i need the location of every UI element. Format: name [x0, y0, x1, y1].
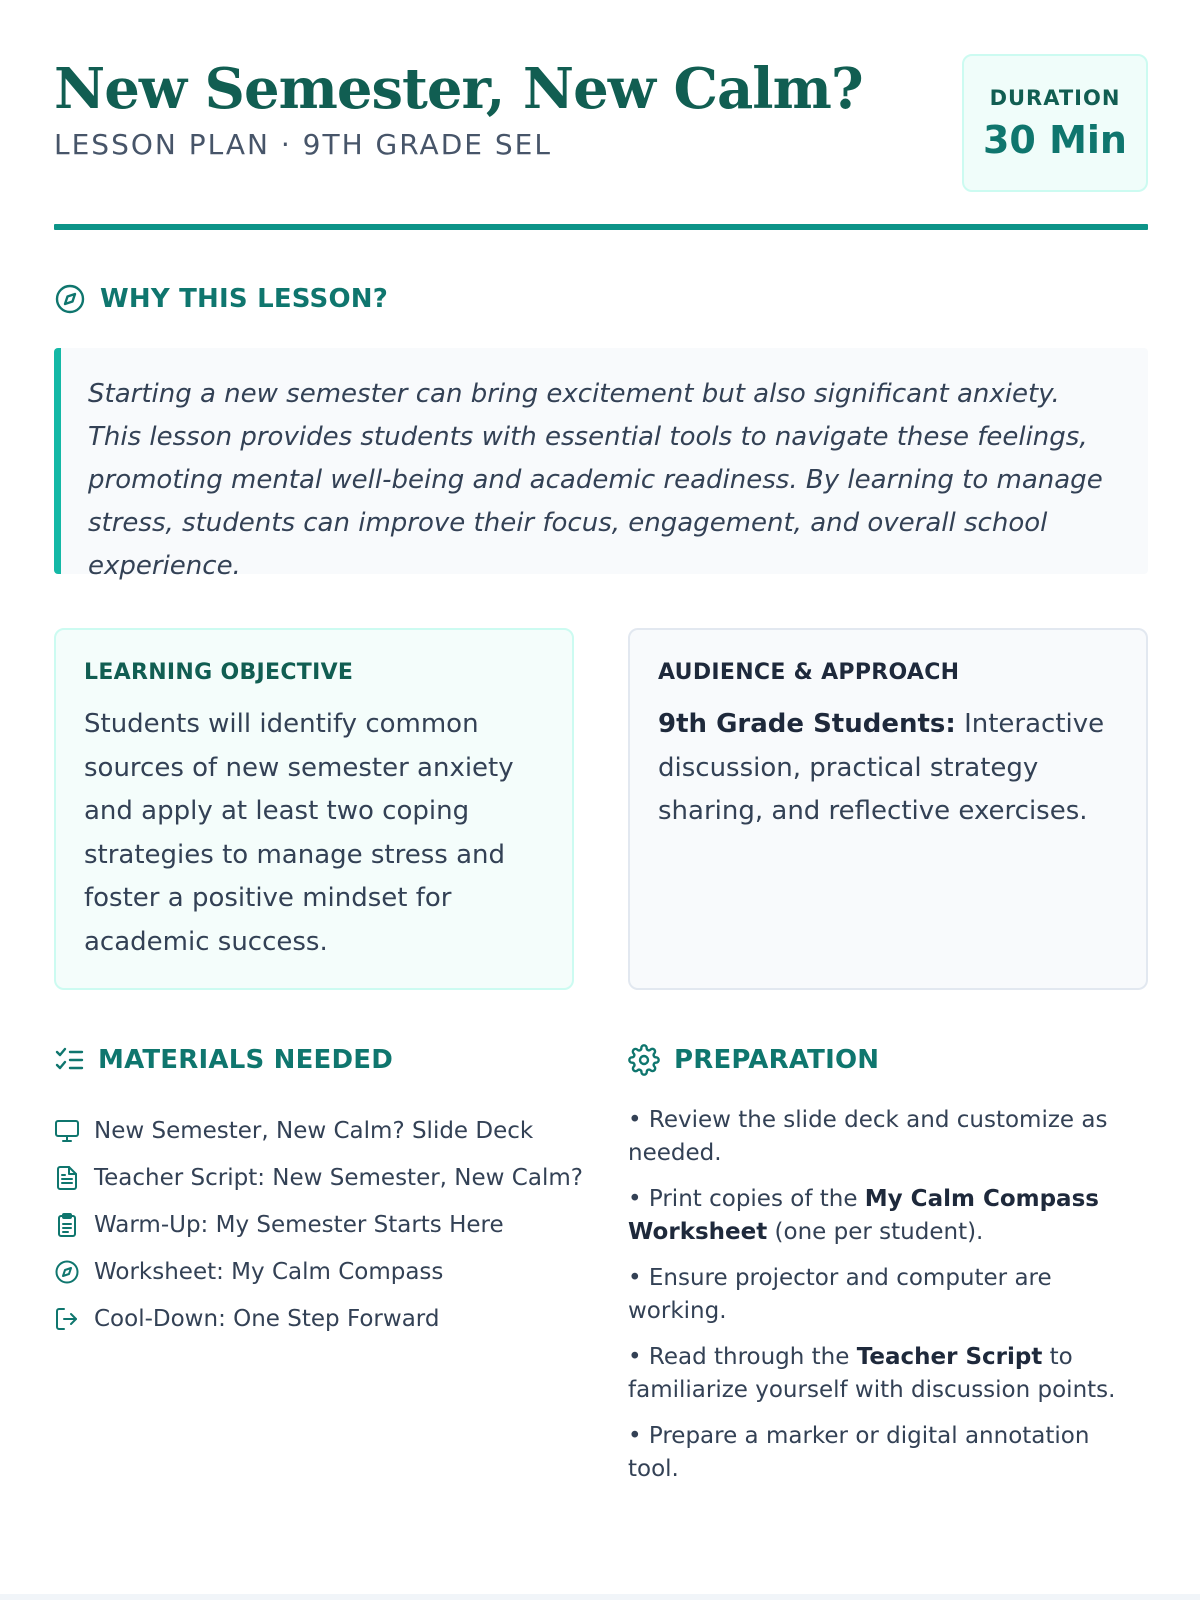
prep-item [628, 1104, 1138, 1170]
preparation-list [628, 1104, 1138, 1499]
prep-item [628, 1262, 1138, 1328]
material-text: Teacher Script: New Semester, New Calm? [94, 1164, 583, 1191]
prep-item [628, 1420, 1138, 1486]
material-text: Cool-Down: One Step Forward [94, 1305, 440, 1332]
prep-bold: My Calm Compass Worksheet [628, 1186, 1099, 1245]
material-item [54, 1248, 584, 1295]
material-item [54, 1295, 584, 1342]
monitor-icon [54, 1118, 80, 1144]
why-text: Starting a new semester can bring excitement but also significant anxiety. This lesson provides students with essential tools to navigate these feelings, promoting mental well-being and academic readiness. By learning to manage stress, students can improve their focus, engagement, and overall school experience. [88, 379, 1103, 581]
prep-item [628, 1341, 1138, 1407]
duration-label: DURATION [989, 86, 1121, 110]
objective-text: Students will identify common sources of new semester anxiety and apply at least two coping strategies to manage stress and foster a positive mindset for academic success. [84, 709, 514, 957]
compass-icon [54, 1259, 80, 1285]
material-text: New Semester, New Calm? Slide Deck [94, 1117, 534, 1144]
checklist-icon [54, 1045, 84, 1075]
preparation-heading-text: PREPARATION [674, 1045, 880, 1075]
prep-text: • Print copies of the [628, 1186, 865, 1212]
materials-list [54, 1107, 584, 1342]
prep-text: • Read through the [628, 1344, 857, 1370]
compass-icon [54, 283, 86, 315]
why-heading-text: WHY THIS LESSON? [100, 284, 389, 314]
materials-heading-text: MATERIALS NEEDED [98, 1045, 394, 1075]
gear-icon [628, 1044, 660, 1076]
learning-objective-card [54, 628, 574, 990]
page-title: New Semester, New Calm? [54, 56, 863, 122]
material-item [54, 1107, 584, 1154]
prep-item [628, 1183, 1138, 1249]
audience-text [658, 703, 1120, 834]
why-callout [54, 348, 1148, 581]
materials-heading [54, 1040, 393, 1080]
duration-badge [962, 54, 1148, 192]
clipboard-icon [54, 1212, 80, 1238]
material-item [54, 1201, 584, 1248]
document-icon [54, 1165, 80, 1191]
audience-description: Interactive discussion, practical strategy sharing, and reflective exercises. [658, 709, 1105, 826]
material-text: Warm-Up: My Semester Starts Here [94, 1211, 504, 1238]
objective-title: LEARNING OBJECTIVE [84, 660, 354, 685]
audience-approach-card [628, 628, 1148, 990]
header [54, 52, 1148, 230]
material-text: Worksheet: My Calm Compass [94, 1258, 444, 1285]
material-item [54, 1154, 584, 1201]
prep-text: • Review the slide deck and customize as needed. [628, 1107, 1108, 1166]
prep-bold: Teacher Script [856, 1344, 1043, 1370]
why-heading [54, 279, 388, 319]
prep-text: • Prepare a marker or digital annotation tool. [628, 1423, 1090, 1482]
bottom-strip [0, 1594, 1200, 1600]
prep-text: • Ensure projector and computer are working. [628, 1265, 1052, 1324]
exit-icon [54, 1306, 80, 1332]
duration-value: 30 Min [982, 118, 1127, 162]
header-divider [54, 224, 1148, 230]
preparation-heading [628, 1040, 879, 1080]
prep-text: to familiarize yourself with discussion points. [628, 1344, 1116, 1403]
prep-text: (one per student). [767, 1219, 984, 1245]
audience-title: AUDIENCE & APPROACH [658, 660, 960, 685]
audience-label: 9th Grade Students: [658, 709, 956, 739]
page-subtitle: LESSON PLAN · 9TH GRADE SEL [54, 128, 552, 161]
